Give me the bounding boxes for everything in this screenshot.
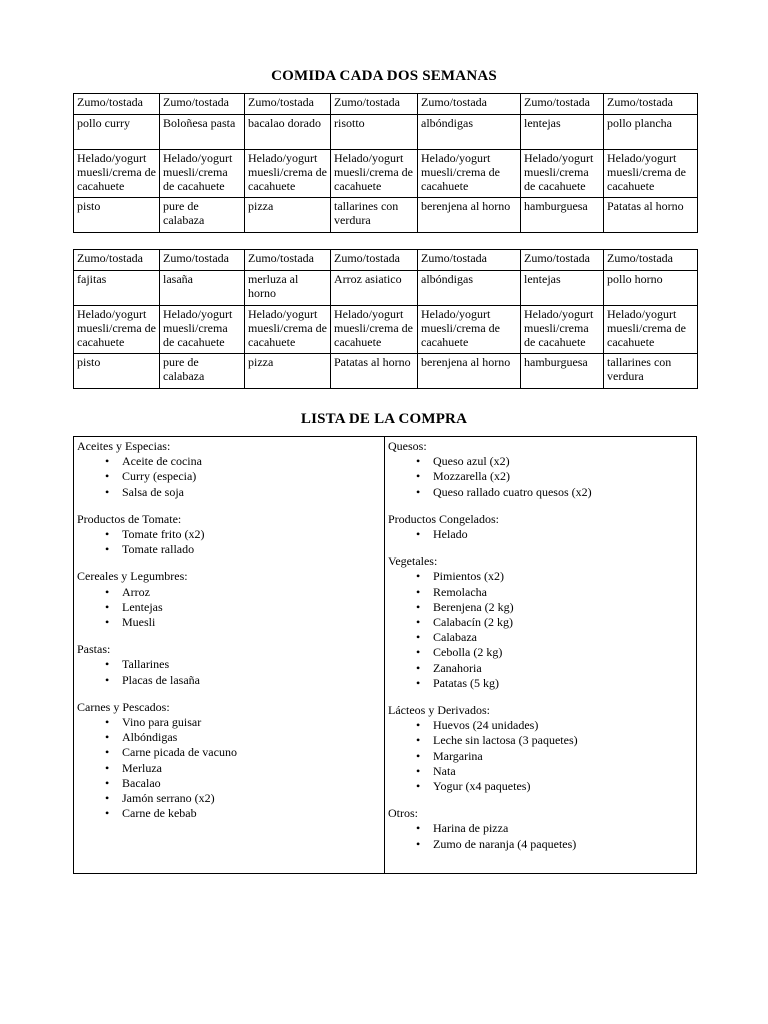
- breakfast-row: [74, 94, 698, 115]
- list-item: • Muesli: [122, 615, 381, 630]
- shopping-category: [77, 642, 381, 688]
- week-1-table: [73, 93, 698, 233]
- meal-plan-title: COMIDA CADA DOS SEMANAS: [271, 68, 497, 84]
- shopping-category: [77, 700, 381, 822]
- category-heading: Pastas:: [77, 642, 111, 657]
- table-cell: Helado/yogurt muesli/crema de cacahuete: [160, 306, 245, 354]
- table-cell: Zumo/tostada: [74, 250, 160, 271]
- category-heading: Aceites y Especias:: [77, 439, 171, 453]
- table-cell: Zumo/tostada: [521, 250, 604, 271]
- table-cell: lentejas: [521, 271, 604, 306]
- item-list: [388, 821, 693, 851]
- table-cell: hamburguesa: [521, 354, 604, 389]
- table-cell: Helado/yogurt muesli/crema de cacahuete: [331, 150, 418, 198]
- list-item: • Carne de kebab: [122, 806, 381, 821]
- shopping-category: [388, 806, 693, 852]
- table-cell: pure de calabaza: [160, 354, 245, 389]
- list-item: • Arroz: [122, 585, 381, 600]
- table-cell: hamburguesa: [521, 198, 604, 233]
- table-cell: berenjena al horno: [418, 198, 521, 233]
- dessert-row: [74, 306, 698, 354]
- table-cell: pizza: [245, 198, 331, 233]
- table-cell: pollo curry: [74, 115, 160, 150]
- shopping-category: [388, 703, 693, 794]
- list-item: • Albóndigas: [122, 730, 381, 745]
- table-cell: Helado/yogurt muesli/crema de cacahuete: [74, 306, 160, 354]
- shopping-category: [388, 439, 693, 500]
- table-cell: pisto: [74, 198, 160, 233]
- list-item: • Lentejas: [122, 600, 381, 615]
- item-list: [77, 585, 381, 631]
- item-list: [388, 454, 693, 500]
- table-cell: tallarines con verdura: [604, 354, 698, 389]
- table-cell: Helado/yogurt muesli/crema de cacahuete: [604, 306, 698, 354]
- list-item: • Mozzarella (x2): [433, 469, 693, 484]
- table-cell: Patatas al horno: [604, 198, 698, 233]
- table-cell: Helado/yogurt muesli/crema de cacahuete: [74, 150, 160, 198]
- list-item: • Queso rallado cuatro quesos (x2): [433, 485, 693, 500]
- shopping-list-box: [73, 436, 697, 874]
- table-cell: Zumo/tostada: [160, 250, 245, 271]
- table-cell: Zumo/tostada: [245, 94, 331, 115]
- list-item: • Pimientos (x2): [433, 569, 693, 584]
- list-item: • Harina de pizza: [433, 821, 693, 836]
- list-item: • Calabacín (2 kg): [433, 615, 693, 630]
- table-cell: albóndigas: [418, 271, 521, 306]
- category-heading: Cereales y Legumbres:: [77, 569, 188, 584]
- table-cell: Helado/yogurt muesli/crema de cacahuete: [521, 150, 604, 198]
- list-item: • Jamón serrano (x2): [122, 791, 381, 806]
- list-item: • Tallarines: [122, 657, 381, 672]
- table-cell: Boloñesa pasta: [160, 115, 245, 150]
- item-list: [388, 569, 693, 691]
- category-heading: Otros:: [388, 806, 418, 821]
- category-heading: Quesos:: [388, 439, 427, 453]
- list-item: • Zanahoria: [433, 661, 693, 676]
- table-cell: Helado/yogurt muesli/crema de cacahuete: [245, 306, 331, 354]
- dessert-row: [74, 150, 698, 198]
- list-item: • Placas de lasaña: [122, 673, 381, 688]
- table-cell: Helado/yogurt muesli/crema de cacahuete: [160, 150, 245, 198]
- list-item: • Berenjena (2 kg): [433, 600, 693, 615]
- list-item: • Patatas (5 kg): [433, 676, 693, 691]
- shopping-category: [77, 439, 381, 500]
- list-item: • Carne picada de vacuno: [122, 745, 381, 760]
- table-cell: lentejas: [521, 115, 604, 150]
- table-cell: Zumo/tostada: [418, 250, 521, 271]
- table-cell: Helado/yogurt muesli/crema de cacahuete: [418, 306, 521, 354]
- list-item: • Margarina: [433, 749, 693, 764]
- list-item: • Huevos (24 unidades): [433, 718, 693, 733]
- table-cell: pollo horno: [604, 271, 698, 306]
- list-item: • Yogur (x4 paquetes): [433, 779, 693, 794]
- week-2-table: [73, 249, 698, 389]
- table-cell: pure de calabaza: [160, 198, 245, 233]
- item-list: [388, 527, 693, 542]
- shopping-list-right-column: [385, 437, 696, 873]
- table-cell: fajitas: [74, 271, 160, 306]
- shopping-list-title: LISTA DE LA COMPRA: [300, 411, 468, 427]
- category-heading: Vegetales:: [388, 554, 438, 569]
- table-cell: Zumo/tostada: [160, 94, 245, 115]
- list-item: • Cebolla (2 kg): [433, 645, 693, 660]
- table-cell: Zumo/tostada: [604, 250, 698, 271]
- item-list: [77, 657, 381, 687]
- table-cell: Zumo/tostada: [418, 94, 521, 115]
- table-cell: albóndigas: [418, 115, 521, 150]
- breakfast-row: [74, 250, 698, 271]
- shopping-list-left-column: [74, 437, 385, 873]
- table-cell: pisto: [74, 354, 160, 389]
- item-list: [77, 527, 381, 557]
- table-cell: Zumo/tostada: [521, 94, 604, 115]
- shopping-category: [77, 512, 381, 558]
- table-cell: merluza al horno: [245, 271, 331, 306]
- shopping-category: [77, 569, 381, 630]
- category-heading: Carnes y Pescados:: [77, 699, 170, 714]
- list-item: • Aceite de cocina: [122, 454, 381, 469]
- table-cell: Helado/yogurt muesli/crema de cacahuete: [331, 306, 418, 354]
- category-heading: Lácteos y Derivados:: [388, 703, 490, 718]
- table-cell: Patatas al horno: [331, 354, 418, 389]
- lunch-row: [74, 115, 698, 150]
- category-heading: Productos Congelados:: [388, 511, 499, 526]
- table-cell: risotto: [331, 115, 418, 150]
- list-item: • Remolacha: [433, 585, 693, 600]
- table-cell: Zumo/tostada: [604, 94, 698, 115]
- table-cell: bacalao dorado: [245, 115, 331, 150]
- shopping-category: [388, 554, 693, 691]
- list-item: • Tomate frito (x2): [122, 527, 381, 542]
- list-item: • Curry (especia): [122, 469, 381, 484]
- table-cell: tallarines con verdura: [331, 198, 418, 233]
- list-item: • Queso azul (x2): [433, 454, 693, 469]
- list-item: • Helado: [433, 527, 693, 542]
- table-cell: Helado/yogurt muesli/crema de cacahuete: [245, 150, 331, 198]
- list-item: • Vino para guisar: [122, 715, 381, 730]
- item-list: [77, 715, 381, 821]
- list-item: • Merluza: [122, 761, 381, 776]
- lunch-row: [74, 271, 698, 306]
- list-item: • Nata: [433, 764, 693, 779]
- table-cell: Zumo/tostada: [245, 250, 331, 271]
- table-cell: Helado/yogurt muesli/crema de cacahuete: [521, 306, 604, 354]
- list-item: • Calabaza: [433, 630, 693, 645]
- list-item: • Salsa de soja: [122, 485, 381, 500]
- table-cell: pollo plancha: [604, 115, 698, 150]
- table-cell: Zumo/tostada: [331, 94, 418, 115]
- list-item: • Zumo de naranja (4 paquetes): [433, 837, 693, 852]
- table-cell: Helado/yogurt muesli/crema de cacahuete: [604, 150, 698, 198]
- table-cell: Zumo/tostada: [331, 250, 418, 271]
- list-item: • Tomate rallado: [122, 542, 381, 557]
- table-cell: pizza: [245, 354, 331, 389]
- item-list: [77, 454, 381, 500]
- category-heading: Productos de Tomate:: [77, 511, 182, 526]
- shopping-category: [388, 512, 693, 542]
- table-cell: Zumo/tostada: [74, 94, 160, 115]
- table-cell: berenjena al horno: [418, 354, 521, 389]
- list-item: • Bacalao: [122, 776, 381, 791]
- dinner-row: [74, 198, 698, 233]
- list-item: • Leche sin lactosa (3 paquetes): [433, 733, 693, 748]
- table-cell: Helado/yogurt muesli/crema de cacahuete: [418, 150, 521, 198]
- table-cell: Arroz asiatico: [331, 271, 418, 306]
- item-list: [388, 718, 693, 794]
- dinner-row: [74, 354, 698, 389]
- table-cell: lasaña: [160, 271, 245, 306]
